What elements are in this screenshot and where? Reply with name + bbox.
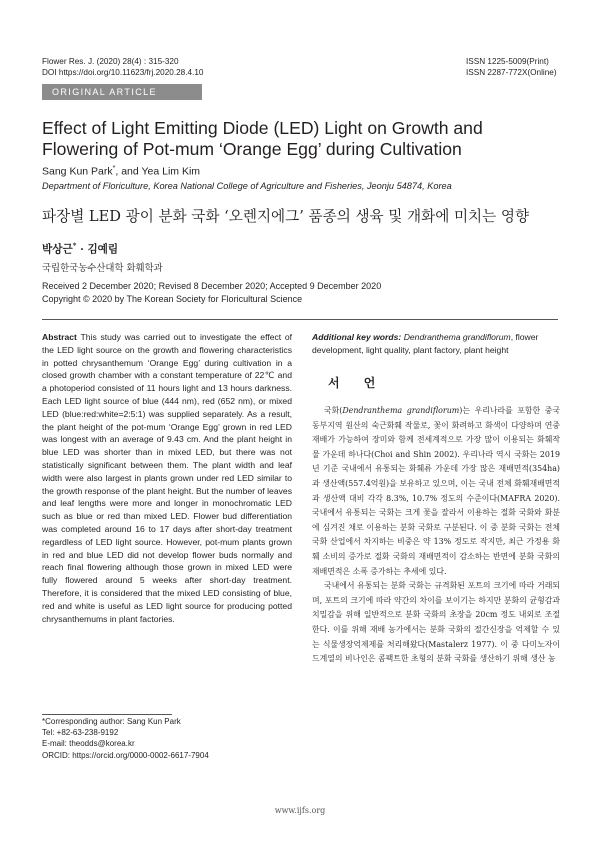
section-divider: [42, 319, 558, 320]
author-name: Sang Kun Park: [42, 165, 113, 178]
intro-paragraph: [312, 404, 560, 579]
keywords-label: Additional key words:: [312, 332, 402, 342]
abstract: [42, 331, 292, 625]
korean-author-separator: ·: [76, 243, 88, 256]
keywords-species: Dendranthema grandiflorum: [403, 332, 511, 342]
key-words: [312, 331, 560, 357]
intro-text: )는 우리나라를 포함한 중국 동부지역 원산의 숙근화훼 작물로, 꽃이 화려하고 화색이 다양하며 연중재배가 가능하여 장미와 함께 전세계적으로 가장 많이 이용되는 화훼작물 가운데 하나다(Choi and Shin 2002). 우리나라 역시 국화는 2019년 기준 국내에서 유통되는 화훼류 가운데 가장 많은 재배면적(354ha)과 생산액(557.4억원)을 보유하고 있으며, 이는 국내 전체 화훼재배면적과 생산액 대비 각각 8.3%, 10.7% 정도의 수준이다(MAFRA 2020). 국내에서 유통되는 국화는 크게 꽃을 잘라서 이용하는 절화 국화와 화분에 심겨진 채로 이용하는 분화 국화로 구분된다. 이 중 분화 국화는 전체 국화 산업에서 차지하는 비중은 약 13% 정도로 작지만, 최근 가정용 화훼 소비의 증가로 절화 국화의 재배면적이 감소하는 반면에 분화 국화의 재배면적은 소폭 증가하는 추세에 있다.: [312, 406, 560, 576]
issn-print: ISSN 1225-5009(Print): [466, 57, 549, 66]
author-email[interactable]: E-mail: theodds@korea.kr: [42, 739, 135, 749]
paper-title: Effect of Light Emitting Diode (LED) Light on Growth and Flowering of Pot-mum ‘Orange Egg’ during Cultivation: [42, 118, 483, 159]
intro-text: 국화(: [324, 406, 343, 415]
korean-author-list: [42, 241, 118, 257]
author-tel: Tel: +82-63-238-9192: [42, 728, 119, 738]
corresponding-mark: *: [72, 241, 77, 250]
author-list: [42, 165, 200, 178]
author-name: Yea Lim Kim: [141, 165, 201, 178]
korean-author-name: 김예림: [87, 243, 119, 256]
intro-paragraph: 국내에서 유통되는 분화 국화는 규격화된 포트의 크기에 따라 거래되며, 포트의 크기에 따라 약간의 차이를 보이기는 하지만 분화의 균형감과 치밀감을 위해 일반적으로 분화 국화의 초장을 20cm 정도 내외로 조절한다. 이를 위해 재배 농가에서는 분화 국화의 절간신장을 억제할 수 있는 식물생장억제제를 처리해왔다(Mastalerz 1977). 이 중 다미노자이드계열의 비나인은 콤팩트한 초형의 분화 국화를 생산하기 위해 생산 농: [312, 581, 560, 664]
abstract-label: Abstract: [42, 332, 77, 342]
article-type-banner: ORIGINAL ARTICLE: [42, 84, 202, 100]
intro-species-name: Dendranthema grandiflorum: [342, 406, 460, 415]
keywords-list: , flower development, light quality, plant factory, plant height: [312, 332, 539, 355]
doi-link[interactable]: DOI https://doi.org/10.11623/frj.2020.28.4.10: [42, 68, 204, 77]
article-history: [42, 280, 381, 305]
author-separator: , and: [115, 165, 142, 178]
issn-online: ISSN 2287-772X(Online): [466, 68, 557, 77]
journal-website[interactable]: www.ijfs.org: [274, 806, 326, 815]
abstract-text: This study was carried out to investigate the effect of the LED light source on the growth and flowering characteristics in potted chrysanthemum ‘Orange Egg’ during cultivation in a closed growth chamber with a constant temperature of 22℃ and a photoperiod consisted of 11 hours light and 13 hours darkness. Each LED light source of blue (444 nm), red (652 nm), or mixed LED (blue:red:white=2:5:1) was supplied separately. As a result, the plant height of the pot-mum ‘Orange Egg’ grown in red LED was longest with an average of 9.43 cm. And the plant height in blue LED was shorter than in mixed LED, but there was not statistically significant between them. The plant width and leaf width were also largest in plants grown under red LED similar to the growth response of the plant height. But the number of leaves and leaf lengths were more and longer in monochromatic LED such as blue or red than mixed LED. Flower bud differentiation was completed around 16 to 17 days after short-day treatment regardless of LED light source. However, pot-mum plants grown in red and blue LED did not develop flower buds normally and reach final flowering although those grown in mixed LED were fully flowered around 5 weeks after short-day treatment. Therefore, it is considered that the mixed LED consisting of blue, red and white is useful as LED light source for producing potted chrysanthemums in plant factories.: [42, 332, 292, 624]
korean-author-name: 박상근: [42, 243, 73, 256]
footnote-divider: [42, 714, 172, 715]
section-heading-introduction: 서 언: [328, 376, 386, 390]
korean-title: 파장별 LED 광이 분화 국화 ‘오렌지에그’ 품종의 생육 및 개화에 미치는 영향: [42, 208, 530, 225]
author-orcid[interactable]: ORCID: https://orcid.org/0000-0002-6617-7904: [42, 750, 209, 760]
journal-citation: Flower Res. J. (2020) 28(4) : 315-320: [42, 57, 179, 66]
korean-affiliation: 국립한국농수산대학 화훼학과: [42, 263, 163, 274]
corresponding-mark: *: [112, 165, 116, 172]
history-dates: Received 2 December 2020; Revised 8 December 2020; Accepted 9 December 2020: [42, 281, 382, 291]
author-affiliation: Department of Floriculture, Korea National College of Agriculture and Fisheries, Jeonju 54874, Korea: [42, 181, 452, 191]
corresponding-author: *Corresponding author: Sang Kun Park: [42, 717, 181, 726]
introduction-body: [312, 404, 560, 667]
copyright-notice: Copyright © 2020 by The Korean Society for Floricultural Science: [42, 293, 303, 304]
corresponding-footnote: [42, 716, 292, 761]
